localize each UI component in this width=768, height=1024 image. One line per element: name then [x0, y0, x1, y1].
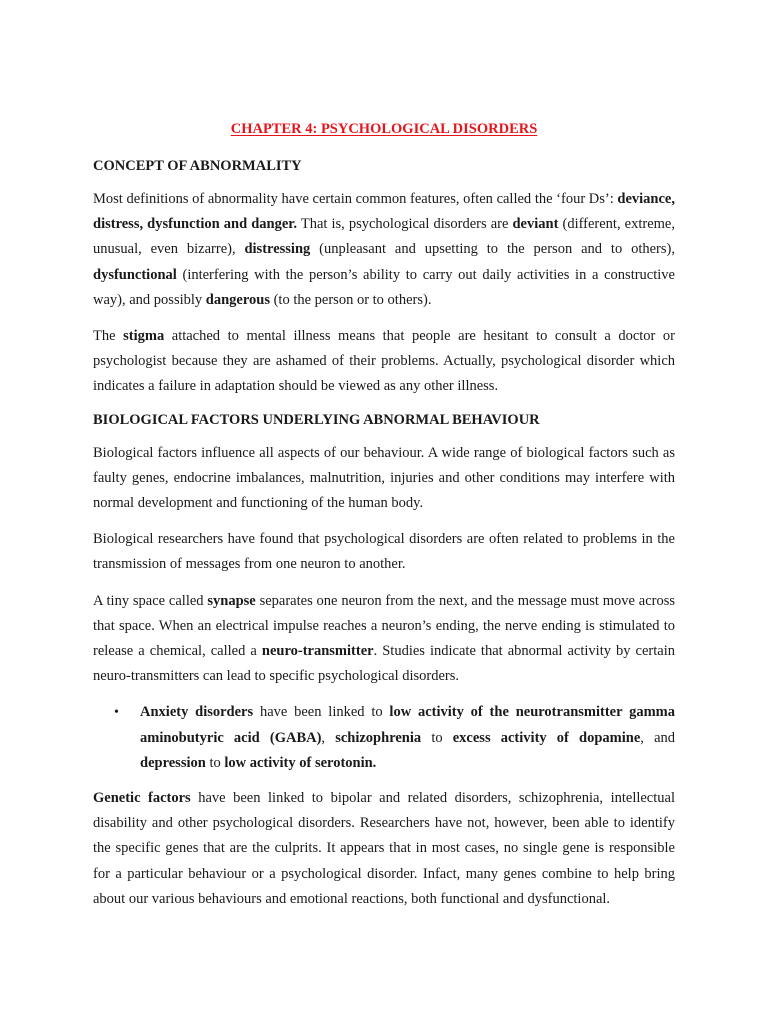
- paragraph-stigma: The stigma attached to mental illness means that people are hesitant to consult a doctor or psychologist because they are ashamed of their problems. Actually, psychological disorder which indicates a failure in adaptation should be viewed as any other illness.: [93, 328, 675, 395]
- paragraph-genetic-factors: Genetic factors have been linked to bipolar and related disorders, schizophrenia, intellectual disability and other psychological disorders. Researchers have not, however, been able to identify the specific genes that are the culprits. It appears that in most cases, no single gene is responsible for a particular behaviour or a psychological disorder. Infact, many genes combine to help bring about our various behaviours and emotional reactions, both functional and dysfunctional.: [93, 790, 675, 907]
- paragraph-synapse: A tiny space called synapse separates one neuron from the next, and the message must move across that space. When an electrical impulse reaches a neuron’s ending, the nerve ending is stimulated to release a chemical, called a neuro-transmitter. Studies indicate that abnormal activity by certain neuro-transmitters can lead to specific psychological disorders.: [93, 592, 676, 685]
- paragraph-four-ds: Most definitions of abnormality have certain common features, often called the ‘four Ds’: deviance, distress, dysfunction and danger. That is, psychological disorders are deviant (different, extreme, unusual, even bizarre), distressing (unpleasant and upsetting to the person and to others), dysfunctional (interfering with the person’s ability to carry out daily activities in a constructive way), and possibly dangerous (to the person or to others).: [93, 191, 675, 308]
- section-heading-biological: BIOLOGICAL FACTORS UNDERLYING ABNORMAL BEHAVIOUR: [93, 411, 540, 428]
- chapter-title: CHAPTER 4: PSYCHOLOGICAL DISORDERS: [230, 121, 538, 137]
- bullet-list: [93, 700, 675, 776]
- section-heading-abnormality: CONCEPT OF ABNORMALITY: [93, 158, 302, 174]
- list-item-neurotransmitters: • Anxiety disorders have been linked to low activity of the neurotransmitter gamma aminobutyric acid (GABA), schizophrenia to excess activity of dopamine, and depression to low activity of serotonin.: [93, 700, 675, 776]
- bullet-icon: •: [114, 705, 119, 721]
- paragraph-neuron-transmission: Biological researchers have found that psychological disorders are often related to problems in the transmission of messages from one neuron to another.: [93, 531, 675, 573]
- paragraph-biological-factors: Biological factors influence all aspects of our behaviour. A wide range of biological factors such as faulty genes, endocrine imbalances, malnutrition, injuries and other conditions may interfere with normal development and functioning of the human body.: [93, 444, 675, 512]
